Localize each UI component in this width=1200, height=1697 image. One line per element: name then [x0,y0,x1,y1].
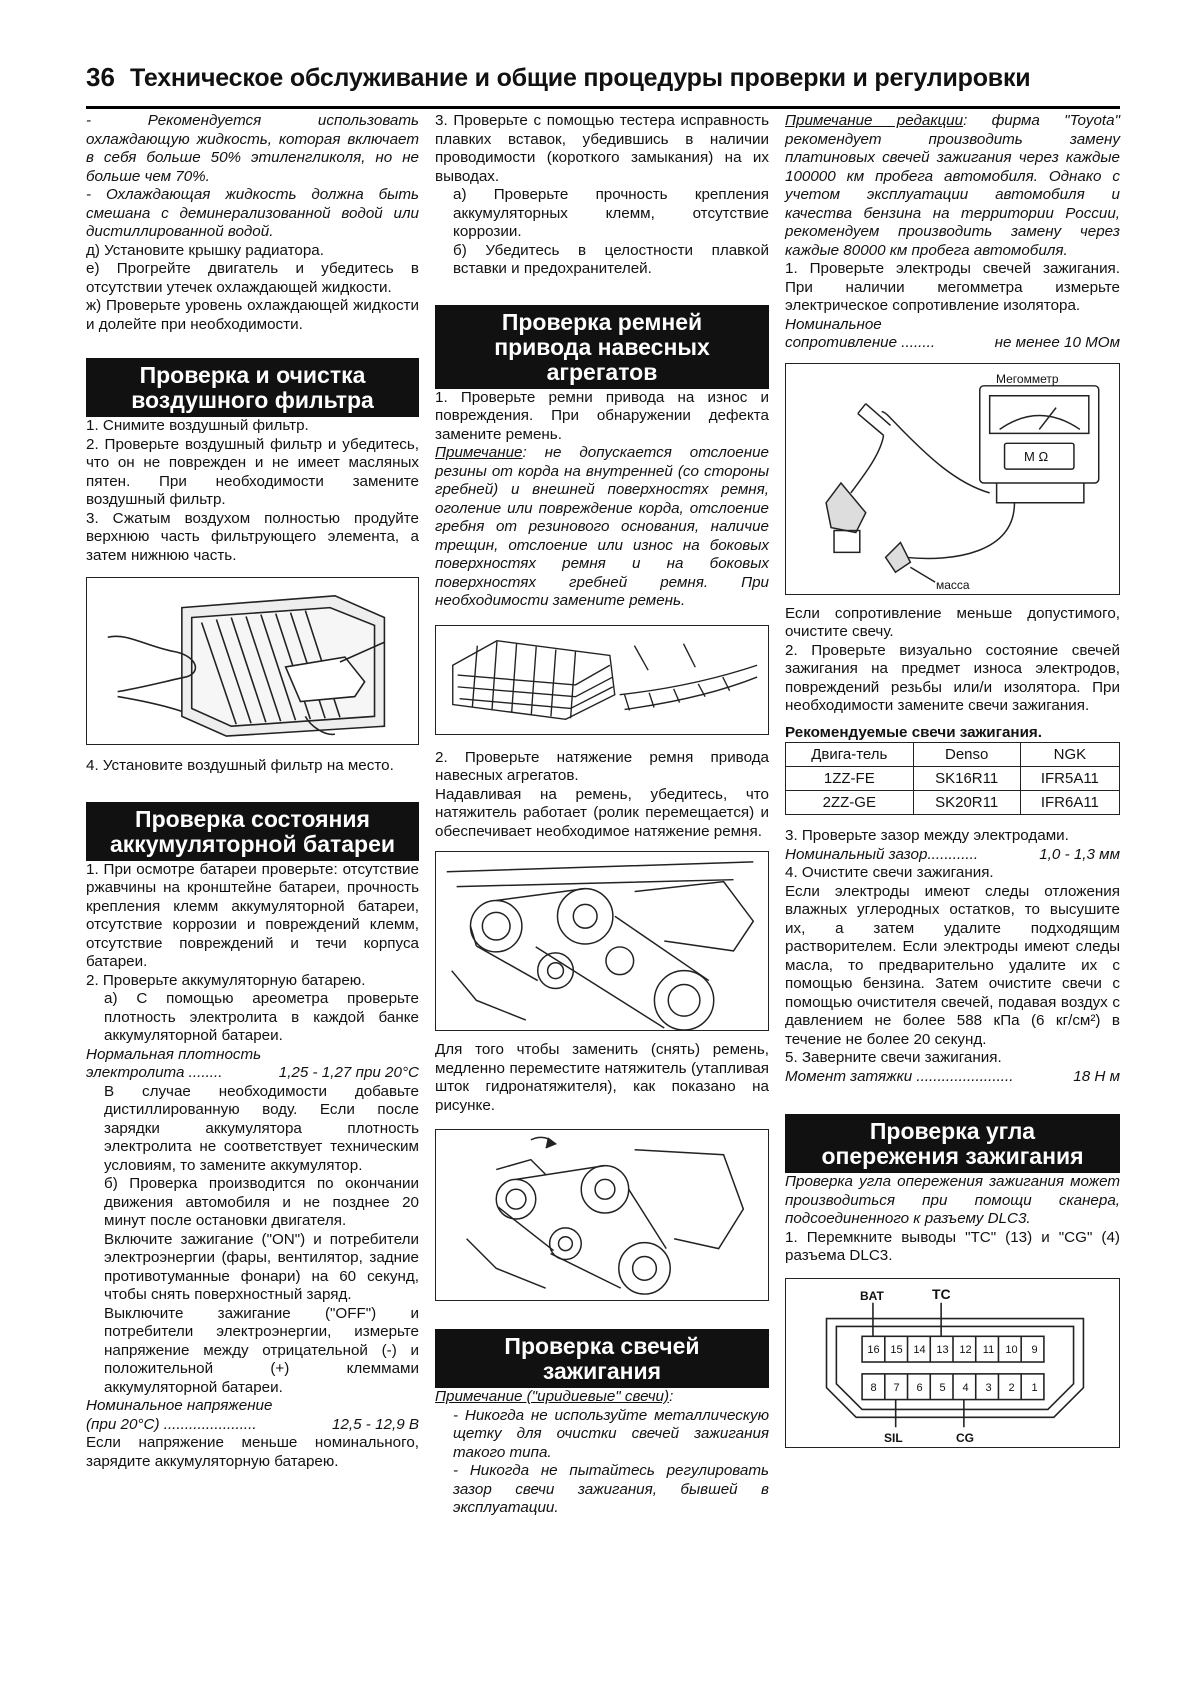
table-cell: 1ZZ-FE [786,767,914,791]
column-right [785,112,1120,1448]
note-text: : фирма "Toyota" рекомендует производить замену платиновых свечей зажигания через каждые 100000 км пробега автомобиля. Однако с учетом эксплуатации автомобиля и качества бензина на территории России, рекомендуем производить замену через каждые 80000 км пробега автомобиля. [785,112,1120,259]
belts-step-1: 1. Проверьте ремни привода на износ и повреждения. При обнаружении дефекта замените ремень. [435,388,769,443]
bottom-pin-row [862,1379,1046,1398]
step-d: д) Установите крышку радиатора. [86,241,324,259]
note-text: : не допускается отслоение резины от корда на внутренней (со стороны гребней) и внешней поверхностях ремня, оголение или повреждение корда, отслоение гребня от резинового основания, наличие трещин, отслоение или износ на боковых поверхностях ремня и на боковых поверхностях гребней ремня. При необходимости замените ремень. [435,444,769,609]
air-filter-step-1: 1. Снимите воздушный фильтр. [86,417,309,434]
plugs-step-3: 3. Проверьте зазор между электродами. [785,827,1069,844]
fuse-step-3: 3. Проверьте с помощью тестера исправность плавких вставок, убедившись в наличии проводимости (короткого замыкания) на их выводах. [435,112,769,185]
table-cell: 2ZZ-GE [786,791,914,815]
pin-label: 4 [962,1381,969,1394]
megger-unit: М Ω [1024,448,1049,464]
tc-label: TC [932,1285,951,1302]
voltage-spec [86,1416,419,1435]
belt-damage-illustration [435,625,769,735]
density-label: Нормальная плотность [86,1045,262,1063]
resistance-spec [785,334,1120,353]
section-heading-spark-plugs [435,1329,769,1388]
heading-line: Проверка и очистка [139,362,366,388]
pin-label: 16 [867,1343,880,1356]
note-label: Примечание [435,444,523,461]
table-row [786,767,1120,791]
voltage-label: Номинальное напряжение [86,1397,273,1414]
resistance-spec-value: не менее 10 МОм [994,334,1120,351]
heading-line: Проверка угла [869,1118,1036,1144]
tensioner-illustration [435,1129,769,1301]
pin-label: 7 [893,1381,900,1394]
battery-step-2b: б) Проверка производится по окончании движения автомобиля и не позднее 20 минут после остановки двигателя. [104,1175,419,1229]
pin-label: 11 [982,1343,995,1356]
air-filter-step-2: 2. Проверьте воздушный фильтр и убедитесь, что он не поврежден и не имеет масляных пятен. При необходимости замените воздушный фильтр. [86,435,419,508]
cg-label: CG [956,1430,974,1445]
section-heading-ignition-timing [785,1114,1120,1173]
battery-final: Если напряжение меньше номинального, зарядите аккумуляторную батарею. [86,1434,419,1470]
pin-label: 8 [870,1381,877,1394]
pin-label: 9 [1031,1343,1038,1356]
column-middle [435,112,769,1518]
plugs-step-5: 5. Заверните свечи зажигания. [785,1049,1002,1066]
top-pin-row [862,1341,1046,1360]
battery-step-2b-off: Выключите зажигание ("OFF") и потребители электроэнергии, измерьте напряжение между отрицательной (-) и положительной (+) клеммами аккумуляторной батареи. [104,1304,419,1396]
table-header: Denso [913,743,1020,767]
step-e: е) Прогрейте двигатель и убедитесь в отсутствии утечек охлаждающей жидкости. [86,260,419,296]
note-label: Примечание редакции [785,112,964,129]
heading-line: Проверка ремней [501,308,703,335]
heading-line: аккумуляторной батареи [109,830,396,857]
dlc3-connector-drawing [786,1279,1119,1447]
pin-label: 10 [1005,1343,1018,1356]
belts-step-2: 2. Проверьте натяжение ремня привода навесных агрегатов. [435,748,769,784]
heading-line: опережения зажигания [821,1143,1084,1169]
plugs-step-4-more: Если электроды имеют следы отложения влажных углеродных остатков, то высушите их, а затем удалите подходящим растворителем. Если электроды имеют следы масла, то предварительно удалите их с помощью бензина. Затем очистите свечи с помощью очистителя свечей, подавая воздух с давлением не более 588 кПа (6 кг/см²) в течение не более 20 секунд. [785,882,1120,1048]
pin-label: 6 [916,1381,923,1394]
mass-label: масса [936,577,970,592]
air-filter-illustration [86,577,419,745]
page-header [86,60,1120,109]
table-row [786,791,1120,815]
bat-label: BAT [860,1288,884,1303]
step-zh: ж) Проверьте уровень охлаждающей жидкости и долейте при необходимости. [86,297,419,333]
torque-spec [785,1068,1120,1087]
voltage-spec-label: (при 20°С) ...................... [86,1415,257,1433]
editor-note [785,112,1120,260]
iridium-note [435,1388,769,1407]
fuse-step-3b: б) Убедитесь в целостности плавкой вставки и предохранителей. [453,241,769,277]
density-spec-label: электролита ........ [86,1064,223,1081]
timing-note: Проверка угла опережения зажигания может производиться при помощи сканера, подсоединенного к разъему DLC3. [785,1173,1120,1227]
section-heading-air-filter [86,358,419,417]
plugs-table-title: Рекомендуемые свечи зажигания. [785,723,1043,741]
pin-label: 13 [936,1343,949,1356]
fuse-step-3a: а) Проверьте прочность крепления аккумуляторных клемм, отсутствие коррозии. [453,186,769,240]
gap-spec-value: 1,0 - 1,3 мм [1039,845,1120,863]
megger-illustration [785,363,1120,595]
column-left [86,112,419,1471]
dlc3-connector-illustration [785,1278,1120,1448]
table-header: NGK [1020,743,1119,767]
heading-line: привода навесных [494,333,710,360]
battery-step-2: 2. Проверьте аккумуляторную батарею. [86,971,366,989]
belt-damage-drawing [436,626,768,734]
heading-line: зажигания [542,1358,662,1384]
heading-line: воздушного фильтра [131,387,374,413]
heading-line: Проверка состояния [135,805,370,832]
coolant-note-1: - Рекомендуется использовать охлаждающую жидкость, которая включает в себя больше 50% этиленгликоля, но не больше чем 70%. [86,112,419,185]
pin-label: 2 [1008,1381,1015,1394]
belts-step-3: Для того чтобы заменить (снять) ремень, медленно переместите натяжитель (утапливая шток гидронатяжителя), как показано на рисунке. [435,1041,769,1114]
page-title: Техническое обслуживание и общие процедуры проверки и регулировки [130,64,1031,92]
iridium-note-1: - Никогда не используйте металлическую щетку для очистки свечей зажигания такого типа. [453,1406,769,1461]
sil-label: SIL [884,1430,903,1445]
note-label: Примечание ("иридиевые" свечи) [435,1388,670,1405]
table-cell: SK16R11 [913,767,1020,791]
table-cell: IFR6A11 [1020,791,1119,815]
timing-step-1: 1. Перемкните выводы "TC" (13) и "CG" (4) разъема DLC3. [785,1228,1120,1264]
section-heading-battery [86,802,419,861]
resistance-label: Номинальное [785,315,882,333]
plugs-step-1: 1. Проверьте электроды свечей зажигания. При наличии мегомметра измерьте электрическое сопротивление изолятора. [785,260,1120,314]
voltage-spec-value: 12,5 - 12,9 В [332,1415,419,1433]
air-filter-step-4: 4. Установите воздушный фильтр на место. [86,757,394,774]
density-spec-value: 1,25 - 1,27 при 20°С [278,1064,419,1081]
plugs-step-4: 4. Очистите свечи зажигания. [785,864,994,881]
recommended-plugs-table [785,742,1120,815]
page-number: 36 [86,62,115,92]
gap-spec-label: Номинальный зазор............ [785,845,979,863]
table-cell: IFR5A11 [1020,767,1119,791]
plugs-step-2: 2. Проверьте визуально состояние свечей зажигания на предмет износа электродов, повреждений резьбы или/и изолятора. При необходимости замените свечи зажигания. [785,641,1120,714]
torque-spec-value: 18 Н м [1073,1067,1120,1085]
air-filter-drawing [87,578,418,744]
table-cell: SK20R11 [913,791,1020,815]
heading-line: Проверка свечей [504,1333,700,1359]
megger-drawing [786,364,1119,594]
gap-spec [785,846,1120,865]
air-filter-step-3: 3. Сжатым воздухом полностью продуйте верхнюю часть фильтрующего элемента, а затем нижнюю часть. [86,509,419,564]
battery-step-2b-on: Включите зажигание ("ON") и потребители электроэнергии (фары, вентилятор, задние противотуманные фонари) на 60 секунд, чтобы снять поверхностный заряд. [104,1230,419,1303]
pin-label: 15 [890,1343,903,1356]
table-header-row [786,743,1120,767]
belts-note [435,444,769,611]
torque-spec-label: Момент затяжки ....................... [785,1067,1014,1085]
density-spec [86,1064,419,1083]
megger-label: Мегомметр [996,371,1059,386]
pin-label: 3 [985,1381,992,1394]
heading-line: агрегатов [546,358,658,385]
belt-routing-drawing [436,852,768,1030]
battery-step-2a-more: В случае необходимости добавьте дистиллированную воду. Если после зарядки аккумулятора плотность электролита не соответствует техническим условиям, то замените аккумулятор. [104,1082,419,1174]
table-header: Двига-тель [786,743,914,767]
battery-step-1: 1. При осмотре батареи проверьте: отсутствие ржавчины на кронштейне батареи, прочность крепления клемм аккумуляторной батареи, отсутствие коррозии и повреждений клемм, отсутствие повреждений и течи корпуса батареи. [86,860,419,970]
belts-step-2-more: Надавливая на ремень, убедитесь, что натяжитель работает (ролик перемещается) и обеспечивает необходимое натяжение ремня. [435,785,769,840]
resistance-spec-label: сопротивление ........ [785,334,936,351]
pin-label: 1 [1031,1381,1038,1394]
pin-label: 12 [959,1343,972,1356]
pin-label: 5 [939,1381,946,1394]
coolant-note-2: - Охлаждающая жидкость должна быть смешана с деминерализованной водой или дистиллированной водой. [86,186,419,240]
pin-label: 14 [913,1343,926,1356]
note-tail: : [669,1388,674,1405]
belt-routing-illustration [435,851,769,1031]
section-heading-belts [435,305,769,389]
iridium-note-2: - Никогда не пытайтесь регулировать зазор свечи зажигания, бывшей в эксплуатации. [453,1462,769,1516]
battery-step-2a: а) С помощью ареометра проверьте плотность электролита в каждой банке аккумуляторной батареи. [104,990,419,1044]
tensioner-drawing [436,1130,768,1300]
plugs-step-1-more: Если сопротивление меньше допустимого, очистите свечу. [785,604,1120,640]
